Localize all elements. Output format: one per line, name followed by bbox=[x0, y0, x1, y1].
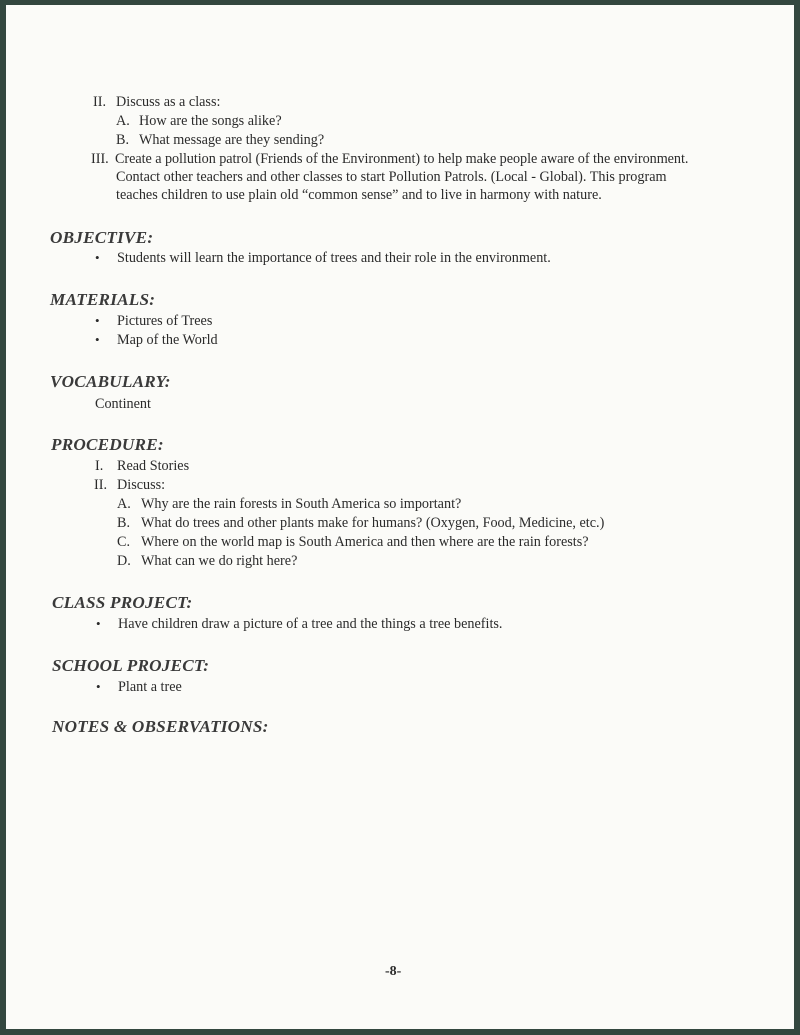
bullet-icon: • bbox=[96, 616, 101, 631]
objective-item: Students will learn the importance of trees and their role in the environment. bbox=[117, 250, 551, 266]
item-ii-b-text: What message are they sending? bbox=[139, 132, 325, 148]
list-marker-ii: II. bbox=[94, 477, 107, 493]
class-project-item: Have children draw a picture of a tree and the things a tree benefits. bbox=[118, 616, 503, 632]
procedure-sub-item: What can we do right here? bbox=[141, 553, 298, 569]
objective-heading: OBJECTIVE: bbox=[50, 228, 154, 247]
procedure-item-ii: Discuss: bbox=[117, 477, 166, 493]
item-ii-a-text: How are the songs alike? bbox=[139, 113, 282, 129]
document-page bbox=[6, 5, 794, 1029]
bullet-icon: • bbox=[95, 250, 100, 265]
materials-item: Map of the World bbox=[117, 332, 218, 348]
list-marker-i: I. bbox=[95, 458, 104, 474]
vocabulary-item: Continent bbox=[95, 396, 151, 412]
list-marker-ii-b: B. bbox=[116, 132, 130, 148]
item-ii-text: Discuss as a class: bbox=[116, 94, 221, 110]
bullet-icon: • bbox=[96, 679, 101, 694]
item-iii-line-1: Create a pollution patrol (Friends of the Environment) to help make people aware of the environment. bbox=[115, 151, 689, 167]
procedure-item-i: Read Stories bbox=[117, 458, 190, 474]
bullet-icon: • bbox=[95, 332, 100, 347]
list-marker-a: A. bbox=[117, 496, 131, 512]
page-number: -8- bbox=[385, 964, 402, 979]
bullet-icon: • bbox=[95, 313, 100, 328]
list-marker-iii: III. bbox=[91, 151, 109, 167]
materials-heading: MATERIALS: bbox=[50, 290, 156, 309]
list-marker-d: D. bbox=[117, 553, 131, 569]
procedure-sub-item: Why are the rain forests in South America so important? bbox=[141, 496, 462, 512]
list-marker-ii-a: A. bbox=[116, 113, 130, 129]
item-iii-line-3: teaches children to use plain old “common sense” and to live in harmony with nature. bbox=[116, 187, 602, 203]
list-marker-c: C. bbox=[117, 534, 131, 550]
school-project-heading: SCHOOL PROJECT: bbox=[52, 656, 210, 675]
materials-item: Pictures of Trees bbox=[117, 313, 213, 329]
list-marker-ii: II. bbox=[93, 94, 106, 110]
procedure-heading: PROCEDURE: bbox=[51, 435, 164, 454]
school-project-item: Plant a tree bbox=[118, 679, 182, 695]
class-project-heading: CLASS PROJECT: bbox=[52, 593, 193, 612]
procedure-sub-item: What do trees and other plants make for humans? (Oxygen, Food, Medicine, etc.) bbox=[141, 515, 605, 531]
notes-heading: NOTES & OBSERVATIONS: bbox=[52, 717, 269, 736]
procedure-sub-item: Where on the world map is South America and then where are the rain forests? bbox=[141, 534, 589, 550]
list-marker-b: B. bbox=[117, 515, 131, 531]
item-iii-line-2: Contact other teachers and other classes to start Pollution Patrols. (Local - Global). This program bbox=[116, 169, 667, 185]
vocabulary-heading: VOCABULARY: bbox=[50, 372, 171, 391]
